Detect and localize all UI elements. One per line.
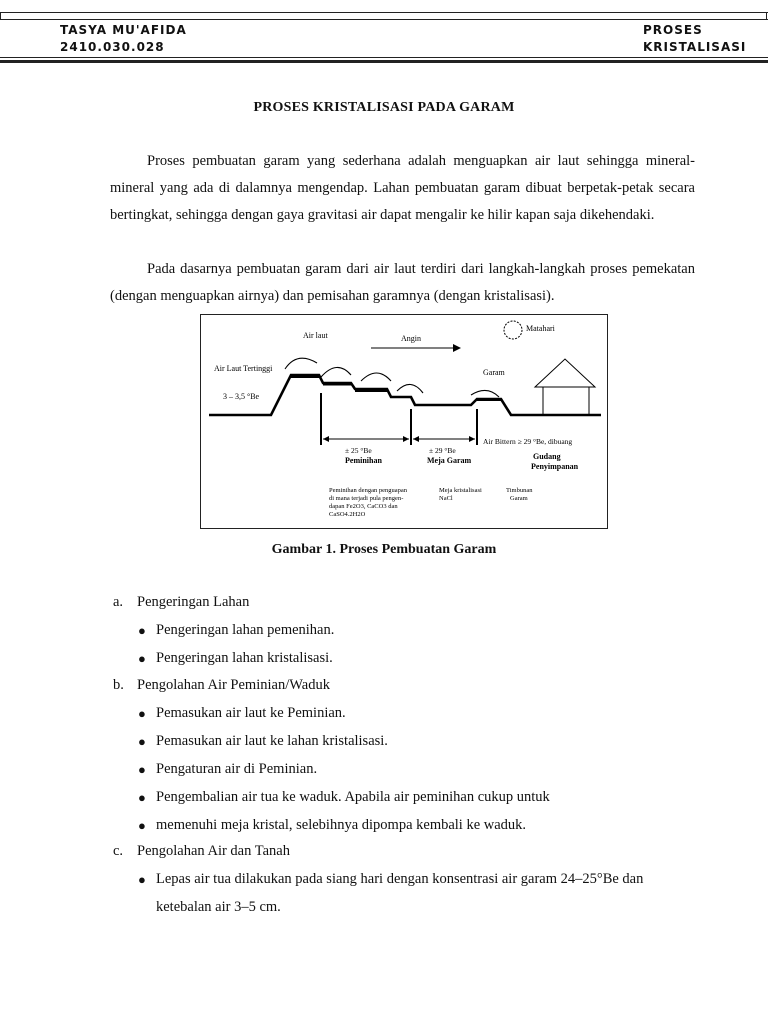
header-author-name: TASYA MU'AFIDA <box>60 23 187 37</box>
header-author-id: 2410.030.028 <box>60 40 165 54</box>
dim-arrowhead-4 <box>469 436 475 442</box>
header-rule-top <box>0 12 768 13</box>
salt-process-diagram <box>201 315 607 528</box>
label-matahari: Matahari <box>526 324 555 333</box>
note-1-line-3: dapan Fe2O3, CaCO3 dan <box>329 503 398 510</box>
note-1-line-2: di mana terjadi pula pengen- <box>329 495 404 502</box>
dim-arrowhead-1 <box>323 436 329 442</box>
flow-arrow-4 <box>397 384 423 393</box>
label-gudang-1: Gudang <box>533 452 561 461</box>
note-3-line-2: Garam <box>510 495 528 502</box>
sun-icon <box>504 321 522 339</box>
bullet-icon: ● <box>138 818 146 833</box>
bullet-icon: ● <box>138 734 146 749</box>
label-be-range: 3 – 3,5 °Be <box>223 392 260 401</box>
list-c-label: Pengolahan Air dan Tanah <box>137 843 290 859</box>
header-topic-line1: PROSES <box>643 23 703 37</box>
list-b-marker: b. <box>113 677 124 693</box>
list-item: Lepas air tua dilakukan pada siang hari dengan konsentrasi air garam 24–25°Be dan <box>156 871 644 887</box>
label-air-laut-tertinggi: Air Laut Tertinggi <box>214 364 273 373</box>
header-author <box>60 22 187 56</box>
label-angin: Angin <box>401 334 421 343</box>
page-title: PROSES KRISTALISASI PADA GARAM <box>253 100 515 115</box>
list-a-marker: a. <box>113 594 124 610</box>
list-b-label: Pengolahan Air Peminian/Waduk <box>137 677 330 693</box>
list-c-marker: c. <box>113 843 124 859</box>
warehouse-body <box>543 387 589 415</box>
wind-arrow-head <box>453 344 461 352</box>
list-item: Pengembalian air tua ke waduk. Apabila air peminihan cukup untuk <box>156 789 550 805</box>
list-item: Pengeringan lahan kristalisasi. <box>156 650 333 666</box>
flow-arrow-5 <box>471 390 499 397</box>
list-item: Pemasukan air laut ke Peminian. <box>156 705 346 721</box>
note-2-line-1: Meja kristalisasi <box>439 487 482 494</box>
salt-process-figure <box>200 314 608 529</box>
label-air-laut: Air laut <box>303 331 328 340</box>
list-item: Pengeringan lahan pemenihan. <box>156 622 335 638</box>
list-a-label: Pengeringan Lahan <box>137 594 250 610</box>
bullet-icon: ● <box>138 651 146 666</box>
header-rule-bottom-thick <box>0 60 768 63</box>
paragraph-1-text: Proses pembuatan garam yang sederhana adalah menguapkan air laut sehingga mineral-mineral yang ada di dalamnya mengendap. Lahan pembuatan garam dibuat berpetak-petak secara bertingkat, sehingga dengan gaya gravitasi air dapat mengalir ke hilir kapan saja dikehendaki. <box>110 153 695 223</box>
dim-arrowhead-3 <box>413 436 419 442</box>
note-2-line-2: NaCl <box>439 495 453 502</box>
dim-arrowhead-2 <box>403 436 409 442</box>
ground-profile <box>209 375 601 415</box>
paragraph-2-text: Pada dasarnya pembuatan garam dari air laut terdiri dari langkah-langkah proses pemekatan (dengan menguapkan airnya) dan pemisahan garamnya (dengan kristalisasi). <box>110 261 695 304</box>
label-meja-garam: Meja Garam <box>427 456 472 465</box>
note-3-line-1: Timbunan <box>506 487 533 494</box>
header-rule-right <box>766 12 767 20</box>
label-gudang-2: Penyimpanan <box>531 462 579 471</box>
bullet-icon: ● <box>138 872 146 887</box>
bullet-icon: ● <box>138 762 146 777</box>
header-topic-line2: KRISTALISASI <box>643 40 747 54</box>
list-item-continuation: ketebalan air 3–5 cm. <box>156 899 281 915</box>
bullet-icon: ● <box>138 623 146 638</box>
list-item: Pengaturan air di Peminian. <box>156 761 318 777</box>
label-25be: ± 25 °Be <box>345 446 372 455</box>
figure-caption: Gambar 1. Proses Pembuatan Garam <box>271 542 497 557</box>
label-peminihan: Peminihan <box>345 456 382 465</box>
flow-arrow-1 <box>285 358 317 369</box>
label-garam: Garam <box>483 368 505 377</box>
label-bittern: Air Bittern ≥ 29 °Be, dibuang <box>483 437 573 446</box>
paragraph-1 <box>110 148 695 229</box>
note-1-line-4: CaSO4.2H2O <box>329 511 366 518</box>
flow-arrow-2 <box>321 367 351 377</box>
list-item: memenuhi meja kristal, selebihnya dipompa kembali ke waduk. <box>156 817 527 833</box>
bullet-icon: ● <box>138 790 146 805</box>
header-rule-left <box>0 12 1 20</box>
paragraph-2 <box>110 256 695 310</box>
header-rule-bottom-thin <box>0 57 768 58</box>
flow-arrow-3 <box>361 373 391 381</box>
label-29be: ± 29 °Be <box>429 446 456 455</box>
warehouse-roof <box>535 359 595 387</box>
note-1-line-1: Peminihan dengan penguapan <box>329 487 407 494</box>
header-rule-top-inner <box>0 19 768 20</box>
header-topic <box>643 22 746 56</box>
list-item: Pemasukan air laut ke lahan kristalisasi. <box>156 733 388 749</box>
bullet-icon: ● <box>138 706 146 721</box>
